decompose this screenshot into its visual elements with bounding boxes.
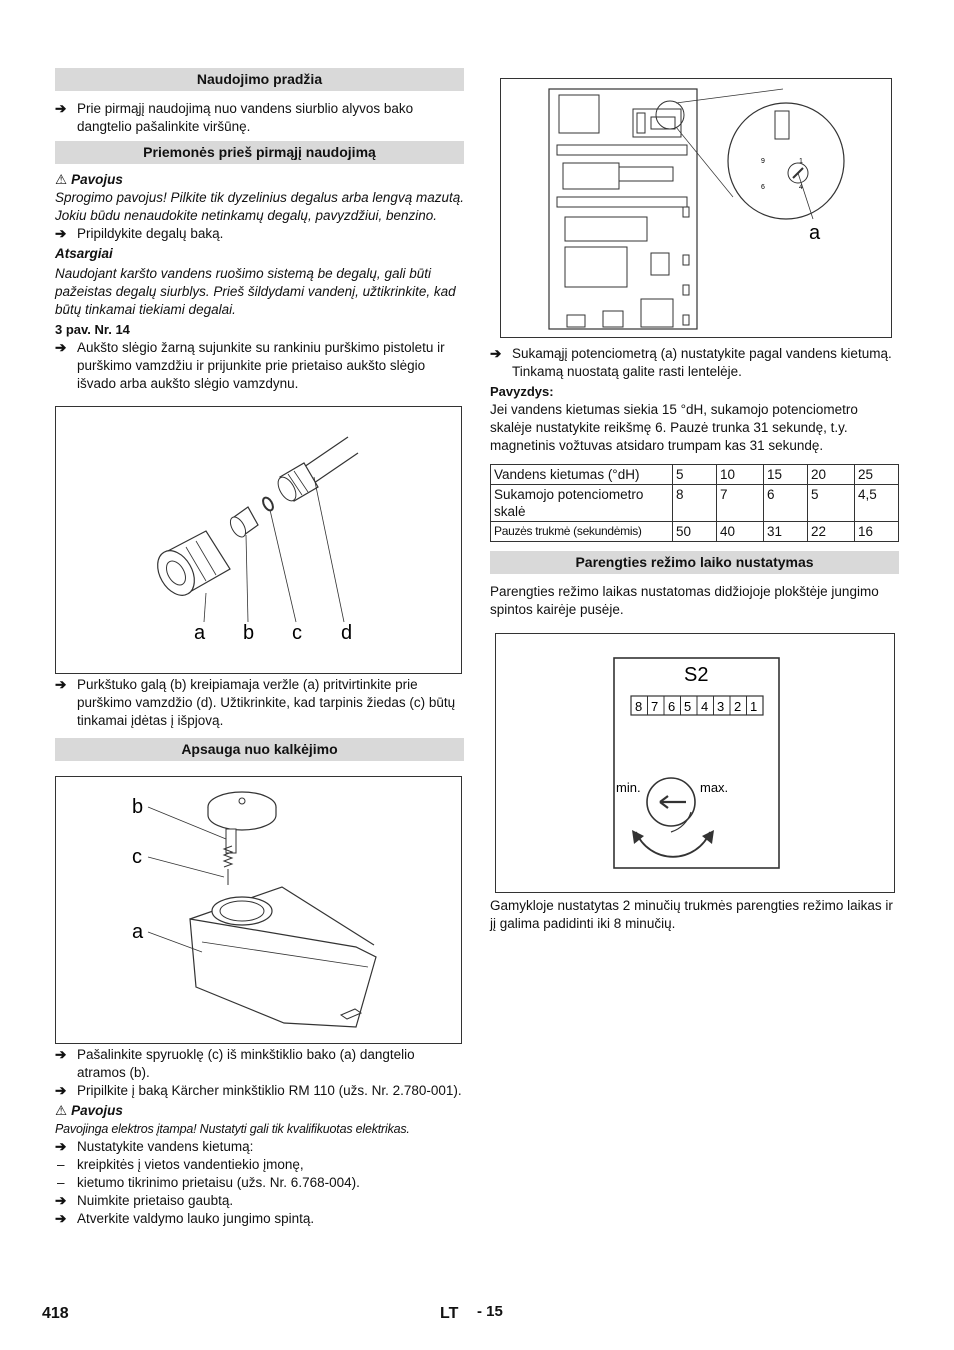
hardness-table [490, 464, 899, 542]
step-remove-cover: ➔ Nuimkite prietaiso gaubtą. [55, 1193, 234, 1208]
table-cell: 7 [717, 485, 764, 522]
step-fill-softener: ➔ Pripilkite į baką Kärcher minkštiklio RM 110 (užs. Nr. 2.780-001). [55, 1083, 462, 1098]
dip-digit: 3 [717, 699, 725, 714]
arrow-icon: ➔ [55, 1211, 67, 1226]
fig1-label-d: d [341, 622, 353, 644]
arrow-icon: ➔ [490, 346, 502, 361]
warning-triangle-icon: ⚠ [55, 1103, 68, 1118]
pot-number-4: 4 [799, 184, 803, 191]
arrow-icon: ➔ [55, 1139, 67, 1154]
step-open-box: ➔ Atverkite valdymo lauko jungimo spintą. [55, 1211, 315, 1226]
arrow-icon: ➔ [55, 1047, 67, 1062]
table-cell: 50 [673, 522, 717, 542]
dip-digit: 2 [734, 699, 742, 714]
pot-number-9: 9 [761, 158, 765, 165]
dip-digit: 8 [635, 699, 643, 714]
danger2-label: ⚠ Pavojus [55, 1103, 123, 1118]
section-heading-standby-time: Parengties režimo laiko nustatymas [490, 551, 899, 574]
danger-text: Sprogimo pavojus! Pilkite tik dyzelinius degalus arba lengvą mazutą. Jokiu būdu nenaudokite netinkamų degalų, pavyzdžiui, benzino. [55, 190, 464, 223]
page-number: 418 [42, 1305, 69, 1322]
table-cell: 6 [764, 485, 808, 522]
caution-label: Atsargiai [55, 246, 113, 261]
step-fill-fuel: ➔ Pripildykite degalų baką. [55, 226, 224, 241]
figure-control-board [500, 78, 892, 338]
danger2-text: Pavojinga elektros įtampa! Nustatyti gali tik kvalifikuotas elektrikas. [55, 1122, 410, 1136]
factory-setting-text: Gamykloje nustatytas 2 minučių trukmės parengties režimo laikas ir jį galima padidinti iki 8 minučių. [490, 898, 893, 931]
sub-page-number: - 15 [477, 1303, 503, 1320]
dip-digit: 6 [668, 699, 676, 714]
table-cell: 16 [855, 522, 899, 542]
fig1-label-b: b [243, 622, 255, 644]
step-connect-hose: ➔ Aukšto slėgio žarną sujunkite su rankiniu purškimo pistoletu ir purškimo vamzdžiu ir prijunkite prie prietaiso aukšto slėgio išvado arba aukšto slėgio vamzdynu. [55, 340, 445, 391]
table-row [491, 485, 899, 522]
table-cell: Vandens kietumas (°dH) [491, 465, 673, 485]
s2-min-label: min. [616, 780, 641, 795]
warning-triangle-icon: ⚠ [55, 172, 68, 187]
arrow-icon: ➔ [55, 340, 67, 355]
fig1-label-a: a [194, 622, 206, 644]
right-column [490, 78, 899, 933]
section-heading-descaling: Apsauga nuo kalkėjimo [55, 738, 464, 761]
caution-text: Naudojant karšto vandens ruošimo sistemą be degalų, gali būti pažeistas degalų siurblys. Prieš šildydami vandenį, užtikrinkite, kad būtų tinkamai tiekiami degalai. [55, 266, 456, 317]
table-cell: 15 [764, 465, 808, 485]
dip-digit: 4 [701, 699, 709, 714]
figure-softener-tank [55, 776, 462, 1044]
table-cell: 5 [808, 485, 855, 522]
s2-title: S2 [684, 664, 709, 686]
arrow-icon: ➔ [55, 101, 67, 116]
table-cell: 25 [855, 465, 899, 485]
table-row [491, 522, 899, 542]
section-heading-start: Naudojimo pradžia [55, 68, 464, 91]
figure-s2-switch [495, 633, 895, 893]
table-cell: 5 [673, 465, 717, 485]
standby-text: Parengties režimo laikas nustatomas didžiojoje plokštėje jungimo spintos kairėje pusėje. [490, 584, 879, 617]
language-code: LT [440, 1305, 459, 1322]
fig2-label-a: a [132, 921, 144, 943]
step-attach-nozzle: ➔ Purkštuko galą (b) kreipiamaja veržle (a) pritvirtinkite prie purškimo vamzdžio (d). Užtikrinkite, kad tarpinis žiedas (c) būtų tinkamai įdėtas į išpjovą. [55, 677, 456, 728]
fig2-label-c: c [132, 846, 142, 868]
danger-label: ⚠ Pavojus [55, 172, 123, 187]
dash-item-utility: – kreipkitės į vietos vandentiekio įmonę, [57, 1157, 304, 1172]
fig1-label-c: c [292, 622, 302, 644]
figure-reference: 3 pav. Nr. 14 [55, 322, 130, 337]
table-cell: 10 [717, 465, 764, 485]
table-cell: Sukamojo potenciometro skalė [491, 485, 673, 522]
s2-max-label: max. [700, 780, 729, 795]
fig2-label-b: b [132, 796, 144, 818]
step-set-hardness: ➔ Nustatykite vandens kietumą: [55, 1139, 254, 1154]
section-heading-before-first-use: Priemonės prieš pirmąjį naudojimą [55, 141, 464, 164]
figure-nozzle-assembly [55, 406, 462, 674]
table-cell: 40 [717, 522, 764, 542]
dip-digit: 1 [750, 699, 758, 714]
left-column [55, 68, 464, 1228]
step-remove-tip: ➔ Prie pirmąjį naudojimą nuo vandens siurblio alyvos bako dangtelio pašalinkite viršūnę. [55, 101, 414, 134]
arrow-icon: ➔ [55, 1083, 67, 1098]
table-cell: 4,5 [855, 485, 899, 522]
pot-number-1: 1 [799, 158, 803, 165]
arrow-icon: ➔ [55, 226, 67, 241]
table-cell: 8 [673, 485, 717, 522]
dip-digit: 7 [651, 699, 659, 714]
pot-number-6: 6 [761, 184, 765, 191]
table-cell: Pauzės trukmė (sekundėmis) [491, 522, 673, 542]
table-row [491, 465, 899, 485]
dip-digit: 5 [684, 699, 692, 714]
dash-item-tester: – kietumo tikrinimo prietaisu (užs. Nr. 6.768-004). [57, 1175, 360, 1190]
arrow-icon: ➔ [55, 677, 67, 692]
table-cell: 20 [808, 465, 855, 485]
step-set-potentiometer: ➔ Sukamąjį potenciometrą (a) nustatykite pagal vandens kietumą. Tinkamą nuostatą galite rasti lentelėje. [490, 346, 892, 379]
table-cell: 22 [808, 522, 855, 542]
example-text: Jei vandens kietumas siekia 15 °dH, sukamojo potenciometro skalėje nustatykite reikšmę 6. Pauzė trunka 31 sekundę, t.y. magnetinis vožtuvas atsidaro trumpam kas 31 sekundę. [490, 402, 858, 453]
fig3-label-a: a [809, 222, 821, 244]
example-label: Pavyzdys: [490, 384, 554, 399]
table-cell: 31 [764, 522, 808, 542]
arrow-icon: ➔ [55, 1193, 67, 1208]
step-remove-spring: ➔ Pašalinkite spyruoklę (c) iš minkštiklio bako (a) dangtelio atramos (b). [55, 1047, 415, 1080]
